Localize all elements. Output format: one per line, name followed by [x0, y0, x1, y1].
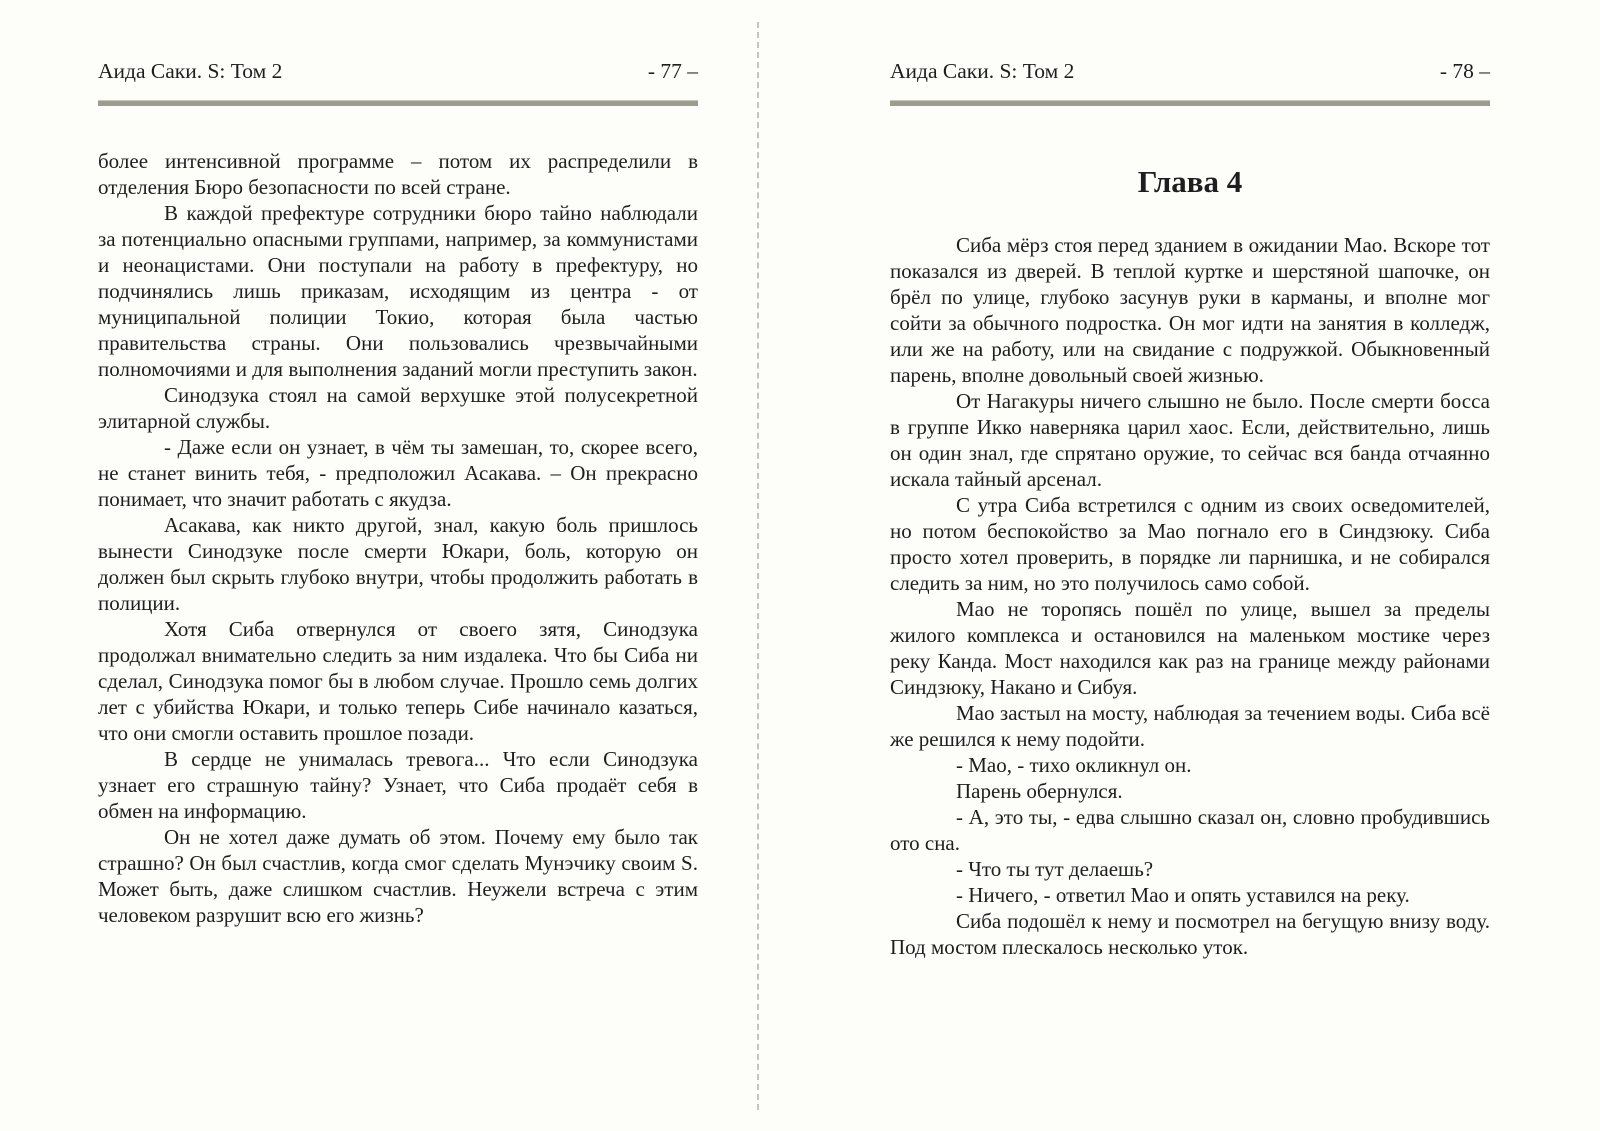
page-right [890, 56, 1490, 960]
page-body-left [98, 148, 698, 928]
page-number-right: - 78 – [1439, 59, 1490, 83]
paragraph: - Даже если он узнает, в чём ты замешан, то, скорее всего, не станет винить тебя, - предположил Асакава. – Он прекрасно понимает, что значит работать с якудза. [98, 435, 698, 511]
header-rule-left [98, 100, 698, 106]
paragraph: В сердце не унималась тревога... Что если Синодзука узнает его страшную тайну? Узнает, что Сиба продаёт себя в обмен на информацию. [98, 747, 698, 823]
paragraph: Сиба мёрз стоя перед зданием в ожидании Мао. Вскоре тот показался из дверей. В теплой куртке и шерстяной шапочке, он брёл по улице, глубоко засунув руки в карманы, и вполне мог сойти за обычного подростка. Он мог идти на занятия в колледж, или же на работу, или на свидание с подружкой. Обыкновенный парень, вполне довольный своей жизнью. [890, 233, 1490, 387]
page-body-right [890, 232, 1490, 960]
page-header-left [98, 56, 698, 86]
paragraph: В каждой префектуре сотрудники бюро тайно наблюдали за потенциально опасными группами, например, за коммунистами и неонацистами. Они поступали на работу в префектуру, но подчинялись лишь приказам, исходящим из центра - от муниципальной полиции Токио, которая была частью правительства страны. Они пользовались чрезвычайными полномочиями и для выполнения заданий могли преступить закон. [98, 201, 698, 381]
paragraph: С утра Сиба встретился с одним из своих осведомителей, но потом беспокойство за Мао погнало его в Синдзюку. Сиба просто хотел проверить, в порядке ли парнишка, и не собирался следить за ним, но это получилось само собой. [890, 493, 1490, 595]
paragraph: более интенсивной программе – потом их распределили в отделения Бюро безопасности по всей стране. [98, 149, 698, 199]
paragraph: - Что ты тут делаешь? [956, 857, 1154, 881]
paragraph: - Мао, - тихо окликнул он. [956, 753, 1192, 777]
page-left [98, 56, 698, 928]
paragraph: - Ничего, - ответил Мао и опять уставился на реку. [956, 883, 1410, 907]
center-fold-divider [757, 22, 759, 1110]
paragraph: Он не хотел даже думать об этом. Почему ему было так страшно? Он был счастлив, когда смог сделать Мунэчику своим S. Может быть, даже слишком счастлив. Неужели встреча с этим человеком разрушит всю его жизнь? [98, 825, 698, 927]
page-header-right [890, 56, 1490, 86]
running-title-right: Аида Саки. S: Том 2 [890, 59, 1075, 83]
paragraph: Сиба подошёл к нему и посмотрел на бегущую внизу воду. Под мостом плескалось несколько уток. [890, 909, 1490, 959]
page-number-left: - 77 – [647, 59, 698, 83]
header-rule-right [890, 100, 1490, 106]
paragraph: От Нагакуры ничего слышно не было. После смерти босса в группе Икко наверняка царил хаос. Если, действительно, лишь он один знал, где спрятано оружие, то сейчас вся банда отчаянно искала тайный арсенал. [890, 389, 1490, 491]
paragraph: - А, это ты, - едва слышно сказал он, словно пробудившись ото сна. [890, 805, 1490, 855]
running-title-left: Аида Саки. S: Том 2 [98, 59, 283, 83]
paragraph: Синодзука стоял на самой верхушке этой полусекретной элитарной службы. [98, 383, 698, 433]
paragraph: Мао не торопясь пошёл по улице, вышел за пределы жилого комплекса и остановился на маленьком мостике через реку Канда. Мост находился как раз на границе между районами Синдзюку, Накано и Сибуя. [890, 597, 1490, 699]
paragraph: Асакава, как никто другой, знал, какую боль пришлось вынести Синодзуке после смерти Юкари, боль, которую он должен был скрыть глубоко внутри, чтобы продолжить работать в полиции. [98, 513, 698, 615]
paragraph: Мао застыл на мосту, наблюдая за течением воды. Сиба всё же решился к нему подойти. [890, 701, 1490, 751]
paragraph: Хотя Сиба отвернулся от своего зятя, Синодзука продолжал внимательно следить за ним издалека. Что бы Сиба ни сделал, Синодзука помог бы в любом случае. Прошло семь долгих лет с убийства Юкари, и только теперь Сибе начинало казаться, что они смогли оставить прошлое позади. [98, 617, 698, 745]
paragraph: Парень обернулся. [956, 779, 1123, 803]
chapter-title: Глава 4 [1137, 164, 1243, 199]
